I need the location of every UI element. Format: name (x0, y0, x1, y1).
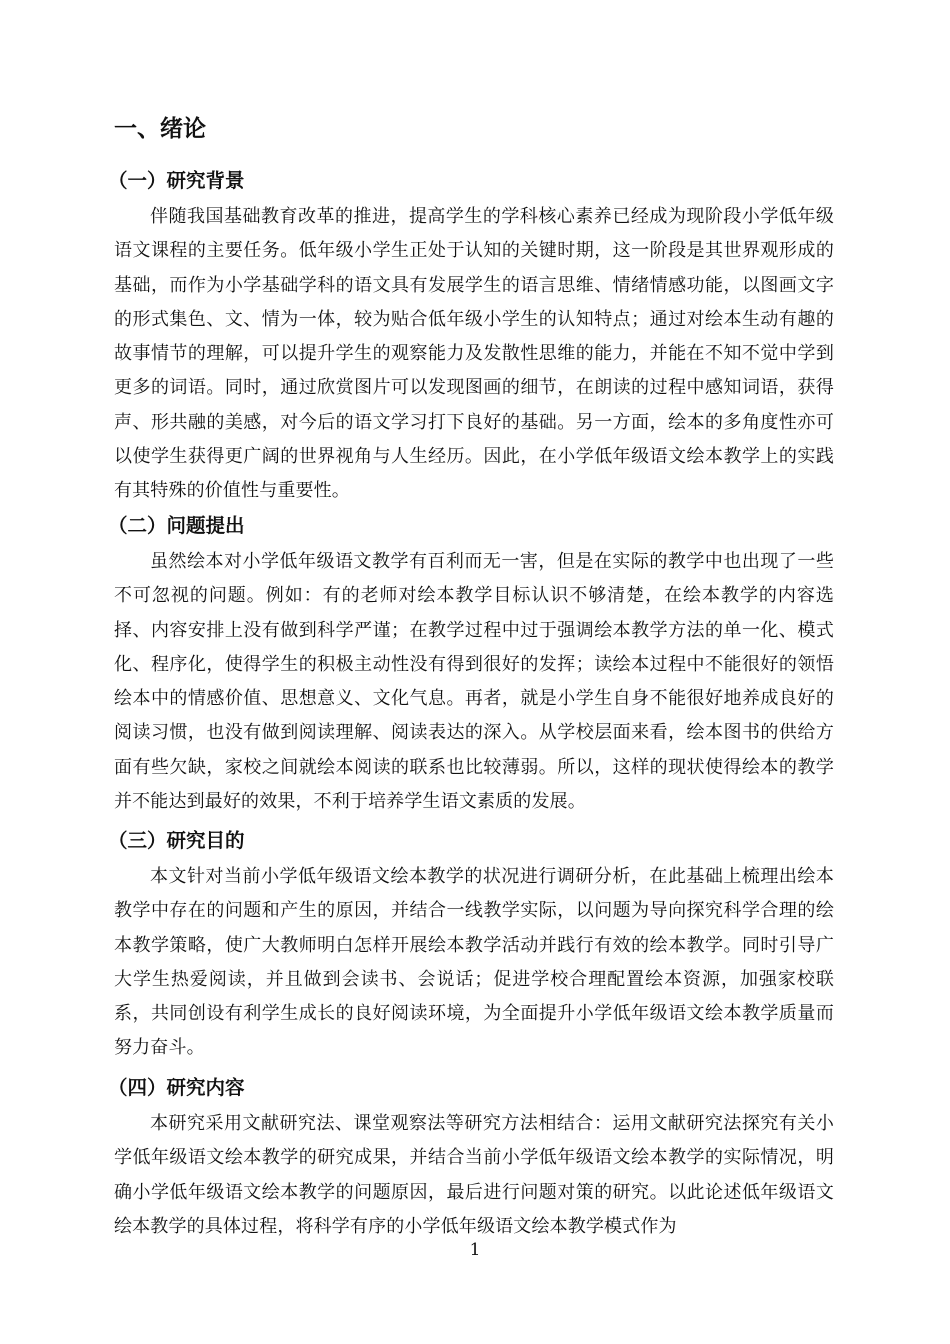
section-paragraph: 本文针对当前小学低年级语文绘本教学的状况进行调研分析，在此基础上梳理出绘本教学中存在的问题和产生的原因，并结合一线教学实际，以问题为导向探究科学合理的绘本教学策略，使广大教师明白怎样开展绘本教学活动并践行有效的绘本教学。同时引导广大学生热爱阅读，并且做到会读书、会说话；促进学校合理配置绘本资源，加强家校联系，共同创设有利学生成长的良好阅读环境，为全面提升小学低年级语文绘本教学质量而努力奋斗。 (114, 866, 834, 1059)
section-research-purpose (108, 826, 834, 1066)
section-heading: （三）研究目的 (108, 829, 245, 852)
section-heading: （二）问题提出 (108, 514, 245, 537)
chapter-title: 一、绪论 (114, 116, 206, 142)
section-heading: （一）研究背景 (108, 169, 245, 192)
section-paragraph: 伴随我国基础教育改革的推进，提高学生的学科核心素养已经成为现阶段小学低年级语文课程的主要任务。低年级小学生正处于认知的关键时期，这一阶段是其世界观形成的基础，而作为小学基础学科的语文具有发展学生的语言思维、情绪情感功能，以图画文字的形式集色、文、情为一体，较为贴合低年级小学生的认知特点；通过对绘本生动有趣的故事情节的理解，可以提升学生的观察能力及发散性思维的能力，并能在不知不觉中学到更多的词语。同时，通过欣赏图片可以发现图画的细节，在朗读的过程中感知词语，获得声、形共融的美感，对今后的语文学习打下良好的基础。另一方面，绘本的多角度性亦可以使学生获得更广阔的世界视角与人生经历。因此，在小学低年级语文绘本教学上的实践有其特殊的价值性与重要性。 (114, 206, 834, 502)
section-heading: （四）研究内容 (108, 1076, 245, 1099)
section-research-background (108, 166, 834, 509)
section-paragraph: 本研究采用文献研究法、课堂观察法等研究方法相结合：运用文献研究法探究有关小学低年级语文绘本教学的研究成果，并结合当前小学低年级语文绘本教学的实际情况，明确小学低年级语文绘本教学的问题原因，最后进行问题对策的研究。以此论述低年级语文绘本教学的具体过程，将科学有序的小学低年级语文绘本教学模式作为 (114, 1113, 834, 1237)
section-paragraph: 虽然绘本对小学低年级语文教学有百利而无一害，但是在实际的教学中也出现了一些不可忽视的问题。例如：有的老师对绘本教学目标认识不够清楚，在绘本教学的内容选择、内容安排上没有做到科学严谨；在教学过程中过于强调绘本教学方法的单一化、模式化、程序化，使得学生的积极主动性没有得到很好的发挥；读绘本过程中不能很好的领悟绘本中的情感价值、思想意义、文化气息。再者，就是小学生自身不能很好地养成良好的阅读习惯，也没有做到阅读理解、阅读表达的深入。从学校层面来看，绘本图书的供给方面有些欠缺，家校之间就绘本阅读的联系也比较薄弱。所以，这样的现状使得绘本的教学并不能达到最好的效果，不利于培养学生语文素质的发展。 (114, 551, 834, 813)
section-problem-statement (108, 511, 834, 819)
page-number: 1 (469, 1240, 481, 1260)
section-research-content (108, 1073, 834, 1244)
